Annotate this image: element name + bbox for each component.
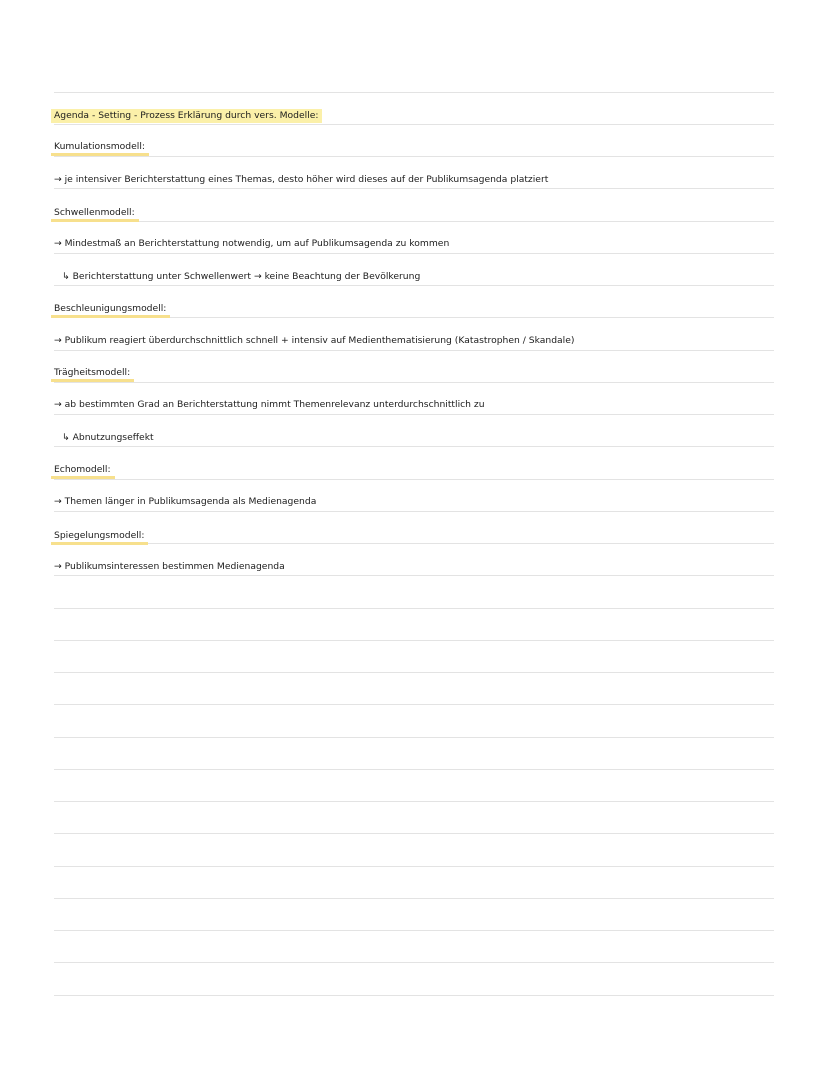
ruled-line [54,156,774,157]
model-heading-spiegelung: Spiegelungsmodell: [51,529,148,545]
ruled-line [54,253,774,254]
ruled-line [54,672,774,673]
note-subline: ↳ Berichterstattung unter Schwellenwert → keine Beachtung der Bevölkerung [62,271,421,282]
model-heading-schwellen: Schwellenmodell: [51,206,139,222]
ruled-line [54,188,774,189]
ruled-line [54,930,774,931]
model-heading-echo: Echomodell: [51,463,115,479]
ruled-line [54,704,774,705]
note-line: → Themen länger in Publikumsagenda als Medienagenda [54,496,317,507]
ruled-line [54,124,774,125]
ruled-line [54,446,774,447]
ruled-line [54,479,774,480]
ruled-line [54,640,774,641]
ruled-line [54,962,774,963]
ruled-line [54,92,774,93]
note-subline: ↳ Abnutzungseffekt [62,432,154,443]
note-line: → je intensiver Berichterstattung eines Themas, desto höher wird dieses auf der Publikumsagenda platziert [54,174,549,185]
ruled-line [54,737,774,738]
ruled-line [54,608,774,609]
notes-title: Agenda - Setting - Prozess Erklärung durch vers. Modelle: [51,109,322,123]
ruled-line [54,285,774,286]
ruled-line [54,543,774,544]
ruled-line [54,833,774,834]
ruled-line [54,575,774,576]
ruled-line [54,382,774,383]
ruled-line [54,866,774,867]
ruled-line [54,769,774,770]
ruled-line [54,350,774,351]
model-heading-beschleunigung: Beschleunigungsmodell: [51,302,170,318]
ruled-line [54,995,774,996]
ruled-line [54,221,774,222]
note-line: → Mindestmaß an Berichterstattung notwendig, um auf Publikumsagenda zu kommen [54,238,450,249]
ruled-line [54,801,774,802]
ruled-line [54,511,774,512]
note-line: → ab bestimmten Grad an Berichterstattung nimmt Themenrelevanz unterdurchschnittlich zu [54,399,485,410]
note-line: → Publikumsinteressen bestimmen Medienagenda [54,561,285,572]
ruled-line [54,414,774,415]
model-heading-kumulation: Kumulationsmodell: [51,140,149,156]
ruled-line [54,898,774,899]
model-heading-traegheit: Trägheitsmodell: [51,366,134,382]
note-line: → Publikum reagiert überdurchschnittlich schnell + intensiv auf Medienthematisierung (Katastrophen / Skandale) [54,335,575,346]
